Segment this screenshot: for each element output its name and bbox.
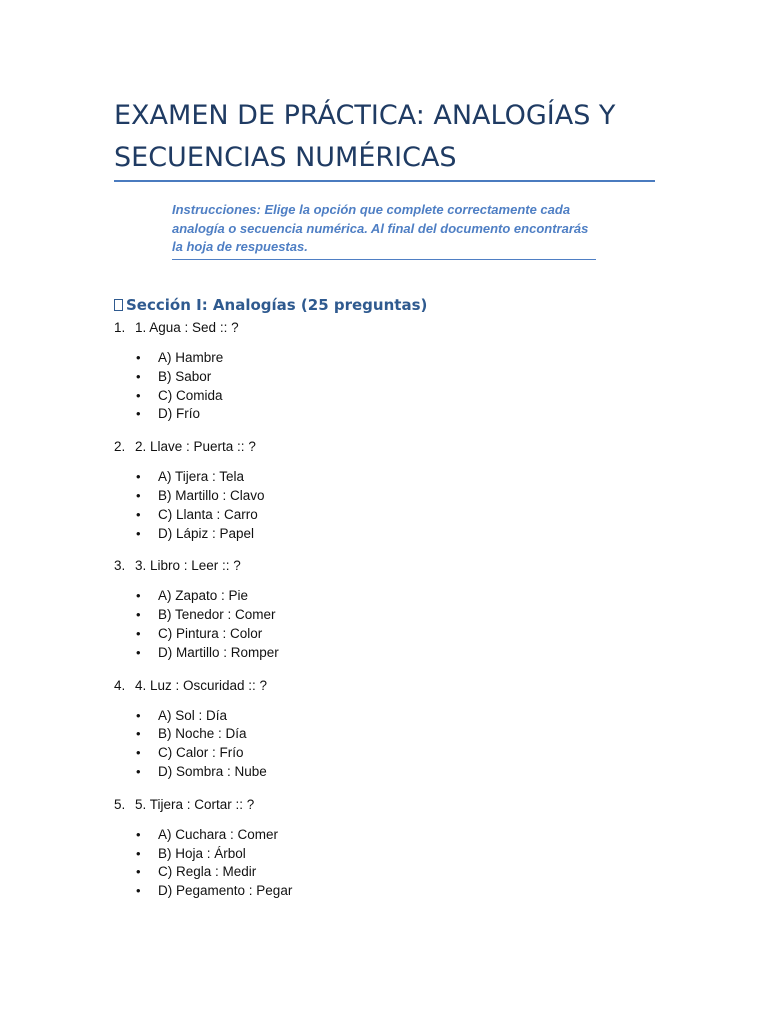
bullet-icon: • <box>136 387 141 403</box>
bullet-icon: • <box>136 607 141 623</box>
option-item <box>114 606 674 625</box>
missing-glyph-box-icon <box>114 299 123 311</box>
bullet-icon: • <box>136 350 141 365</box>
option-text: C) Pintura : Color <box>158 625 263 641</box>
option-text: A) Cuchara : Comer <box>158 826 279 842</box>
option-text: B) Tenedor : Comer <box>158 607 276 623</box>
question-line <box>114 556 674 575</box>
title-divider <box>114 180 655 182</box>
bullet-icon: • <box>136 883 141 899</box>
option-text: A) Tijera : Tela <box>158 469 245 485</box>
option-text: C) Regla : Medir <box>158 864 257 880</box>
option-text: D) Frío <box>158 406 200 422</box>
option-list <box>114 468 674 543</box>
question-text: 5. Tijera : Cortar :: ? <box>135 796 255 812</box>
bullet-icon: • <box>136 625 141 641</box>
option-item <box>114 387 674 406</box>
option-item <box>114 368 674 387</box>
option-item <box>114 763 674 782</box>
option-text: C) Llanta : Carro <box>158 506 258 522</box>
question-number: 4. <box>114 677 126 693</box>
bullet-icon: • <box>136 826 141 842</box>
option-list <box>114 826 674 901</box>
option-text: A) Hambre <box>158 350 224 365</box>
question-text: 4. Luz : Oscuridad :: ? <box>135 677 268 693</box>
option-item <box>114 644 674 663</box>
option-text: B) Hoja : Árbol <box>158 845 246 861</box>
question-number: 2. <box>114 439 126 455</box>
instructions-divider <box>172 259 596 260</box>
option-item <box>114 506 674 525</box>
option-text: A) Sol : Día <box>158 707 228 723</box>
question-line <box>114 676 674 695</box>
question-item <box>114 795 674 901</box>
question-number: 3. <box>114 558 126 574</box>
option-text: C) Calor : Frío <box>158 745 244 761</box>
question-line <box>114 437 674 456</box>
bullet-icon: • <box>136 726 141 742</box>
question-number: 1. <box>114 320 126 335</box>
bullet-icon: • <box>136 845 141 861</box>
bullet-icon: • <box>136 525 141 541</box>
question-line <box>114 318 674 337</box>
option-item <box>114 707 674 726</box>
option-text: C) Comida <box>158 387 223 403</box>
bullet-icon: • <box>136 406 141 422</box>
option-item <box>114 845 674 864</box>
bullet-icon: • <box>136 745 141 761</box>
option-item <box>114 468 674 487</box>
option-item <box>114 826 674 845</box>
option-item <box>114 487 674 506</box>
bullet-icon: • <box>136 487 141 503</box>
option-text: B) Sabor <box>158 368 212 384</box>
option-text: A) Zapato : Pie <box>158 588 249 604</box>
bullet-icon: • <box>136 469 141 485</box>
page-title: EXAMEN DE PRÁCTICA: ANALOGÍAS Y SECUENCIAS NUMÉRICAS <box>114 100 616 173</box>
option-item <box>114 882 674 901</box>
question-text: 1. Agua : Sed :: ? <box>135 320 239 335</box>
question-number: 5. <box>114 796 126 812</box>
bullet-icon: • <box>136 644 141 660</box>
bullet-icon: • <box>136 763 141 779</box>
question-list <box>114 318 674 914</box>
question-item <box>114 556 674 662</box>
question-text: 3. Libro : Leer :: ? <box>135 558 241 574</box>
option-item <box>114 744 674 763</box>
option-text: D) Lápiz : Papel <box>158 525 255 541</box>
option-text: B) Martillo : Clavo <box>158 487 265 503</box>
section-heading-label: Sección I: Analogías (25 preguntas) <box>126 296 428 314</box>
bullet-icon: • <box>136 588 141 604</box>
bullet-icon: • <box>136 506 141 522</box>
question-item <box>114 318 674 424</box>
option-list <box>114 587 674 662</box>
option-text: B) Noche : Día <box>158 726 247 742</box>
option-item <box>114 525 674 544</box>
question-item <box>114 676 674 782</box>
option-item <box>114 863 674 882</box>
option-list <box>114 349 674 424</box>
option-text: D) Pegamento : Pegar <box>158 883 293 899</box>
question-text: 2. Llave : Puerta :: ? <box>135 439 256 455</box>
section-heading <box>114 295 427 315</box>
option-item <box>114 405 674 424</box>
question-line <box>114 795 674 814</box>
bullet-icon: • <box>136 864 141 880</box>
option-list <box>114 707 674 782</box>
question-item <box>114 437 674 543</box>
bullet-icon: • <box>136 368 141 384</box>
instructions-text: Instrucciones: Elige la opción que complete correctamente cada analogía o secuencia numérica. Al final del documento encontrarás la hoja de respuestas. <box>172 202 589 254</box>
option-item <box>114 725 674 744</box>
bullet-icon: • <box>136 707 141 723</box>
option-text: D) Martillo : Romper <box>158 644 279 660</box>
option-item <box>114 349 674 368</box>
option-item <box>114 625 674 644</box>
option-item <box>114 587 674 606</box>
option-text: D) Sombra : Nube <box>158 763 267 779</box>
